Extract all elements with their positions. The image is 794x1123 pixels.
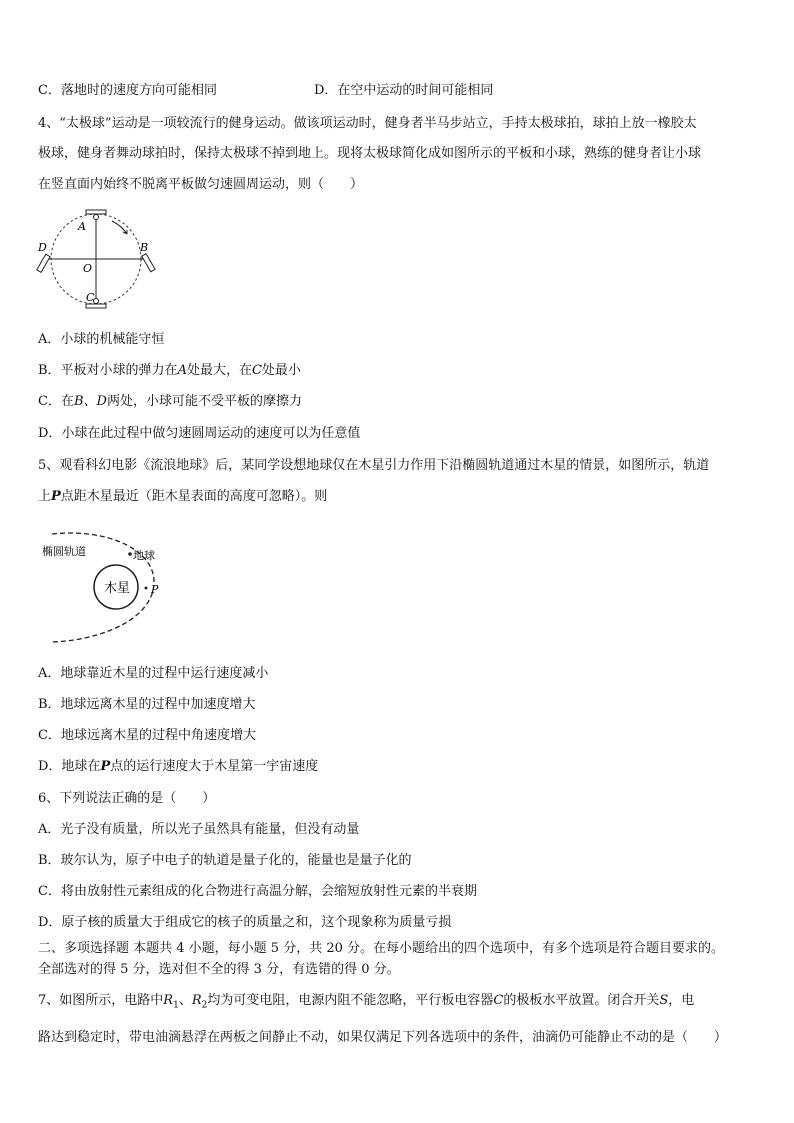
q4-option-d: D．小球在此过程中做匀速圆周运动的速度可以为任意值	[38, 426, 361, 441]
q5-label-earth: 地球	[133, 549, 155, 562]
q4-option-b-pre: B．平板对小球的弹力在	[38, 363, 178, 378]
q4-label-d: D	[38, 241, 47, 254]
q4-option-c	[38, 393, 302, 411]
q5-option-d-post: 点的运行速度大于木星第一宇宙速度	[110, 759, 319, 774]
q5-option-d-p: P	[100, 759, 111, 774]
q4-rotation-arrow	[112, 221, 127, 234]
q4-paddle-left	[37, 254, 50, 272]
q5-label-orbit: 椭圆轨道	[42, 545, 86, 558]
q4-option-c-pre: C．在	[38, 394, 74, 409]
q4-option-a: A．小球的机械能守恒	[38, 332, 165, 347]
q5-option-c: C．地球远离木星的过程中角速度增大	[38, 728, 256, 743]
q7-r1-sub: 1	[173, 1000, 179, 1011]
q3-option-c: C．落地时的速度方向可能相同	[38, 83, 217, 98]
q5-orbit-figure	[38, 522, 178, 646]
q4-label-b: B	[140, 241, 149, 254]
q5-stem-post: 点距木星最近（距木星表面的高度可忽略）。则	[60, 489, 328, 504]
q4-paddle-bottom	[86, 304, 106, 308]
q5-point-p-dot	[145, 587, 148, 590]
q5-earth-dot	[128, 552, 132, 556]
q4-stem-line2: 极球，健身者舞动球拍时，保持太极球不掉到地上。现将太极球简化成如图所示的平板和小球，熟练的健身者让小球	[38, 146, 702, 161]
q7-r2: R	[191, 993, 202, 1008]
q4-stem-line1: 4、“太极球”运动是一项较流行的健身运动。做该项运动时，健身者半马步站立，手持太极球拍，球拍上放一橡胶太	[38, 116, 697, 131]
q4-option-b-var1: A	[177, 363, 187, 378]
q7-r2-sub: 2	[201, 1000, 208, 1011]
q4-option-c-var: B、D	[73, 394, 107, 409]
q5-option-d-pre: D．地球在	[38, 759, 101, 774]
q7-sep: 、	[178, 993, 192, 1008]
section2-instructions-line2: 全部选对的得 5 分，选对但不全的得 3 分，有选错的得 0 分。	[38, 962, 400, 977]
q4-label-c: C	[86, 291, 95, 304]
q7-stem-line1	[38, 992, 694, 1015]
q4-option-b-var2: C	[251, 363, 262, 378]
q3-option-d: D．在空中运动的时间可能相同	[314, 83, 494, 98]
q6-option-a: A．光子没有质量，所以光子虽然具有能量，但没有动量	[38, 822, 360, 837]
q7-stem-mid: 均为可变电阻，电源内阻不能忽略，平行板电容器	[207, 993, 494, 1008]
q5-option-d	[38, 758, 318, 776]
q7-stem-mid2: 的极板水平放置。闭合开关	[503, 993, 660, 1008]
q4-label-o: O	[83, 262, 93, 275]
q4-paddle-top	[86, 210, 106, 214]
q7-c-var: C	[493, 993, 504, 1008]
q5-stem-pre: 上	[38, 489, 52, 504]
q5-stem-p: P	[51, 489, 61, 504]
q4-option-b-post: 处最小	[261, 363, 301, 378]
section2-instructions-line1: 二、多项选择题 本题共 4 小题，每小题 5 分，共 20 分。在每小题给出的四个选项中，有多个选项是符合题目要求的。	[38, 941, 725, 956]
q4-ball-top	[94, 215, 99, 220]
q4-option-c-post: 两处，小球可能不受平板的摩擦力	[106, 394, 302, 409]
q5-stem-line1: 5、观看科幻电影《流浪地球》后，某同学设想地球仅在木星引力作用下沿椭圆轨道通过木星的情景，如图所示，轨道	[38, 458, 710, 473]
q5-option-a: A．地球靠近木星的过程中运行速度减小	[38, 666, 269, 681]
q6-option-d: D．原子核的质量大于组成它的核子的质量之和，这个现象称为质量亏损	[38, 915, 452, 930]
q7-stem-post: ，电	[668, 993, 695, 1008]
q6-stem: 6、下列说法正确的是（ ）	[38, 791, 216, 806]
q7-stem-line2: 路达到稳定时，带电油滴悬浮在两板之间静止不动，如果仅满足下列各选项中的条件，油滴仍可能静止不动的是（ ）	[38, 1030, 728, 1045]
q4-stem-line3: 在竖直面内始终不脱离平板做匀速圆周运动，则（ ）	[38, 177, 364, 192]
q4-taiji-figure	[30, 204, 160, 314]
q4-label-a: A	[78, 220, 86, 233]
q4-paddle-right	[142, 254, 155, 272]
q7-s-var: S	[659, 993, 669, 1008]
q4-option-b-mid: 处最大，在	[186, 363, 252, 378]
q6-option-b: B．玻尔认为，原子中电子的轨道是量子化的，能量也是量子化的	[38, 853, 412, 868]
q5-label-p: P	[151, 583, 159, 596]
q5-label-jupiter: 木星	[104, 581, 131, 596]
q5-stem-line2	[38, 488, 327, 506]
q5-option-b: B．地球远离木星的过程中加速度增大	[38, 697, 256, 712]
q6-option-c: C．将由放射性元素组成的化合物进行高温分解，会缩短放射性元素的半衰期	[38, 884, 477, 899]
q7-stem-pre: 7、如图所示，电路中	[38, 993, 164, 1008]
q4-option-b	[38, 362, 301, 380]
q7-r1: R	[163, 993, 174, 1008]
